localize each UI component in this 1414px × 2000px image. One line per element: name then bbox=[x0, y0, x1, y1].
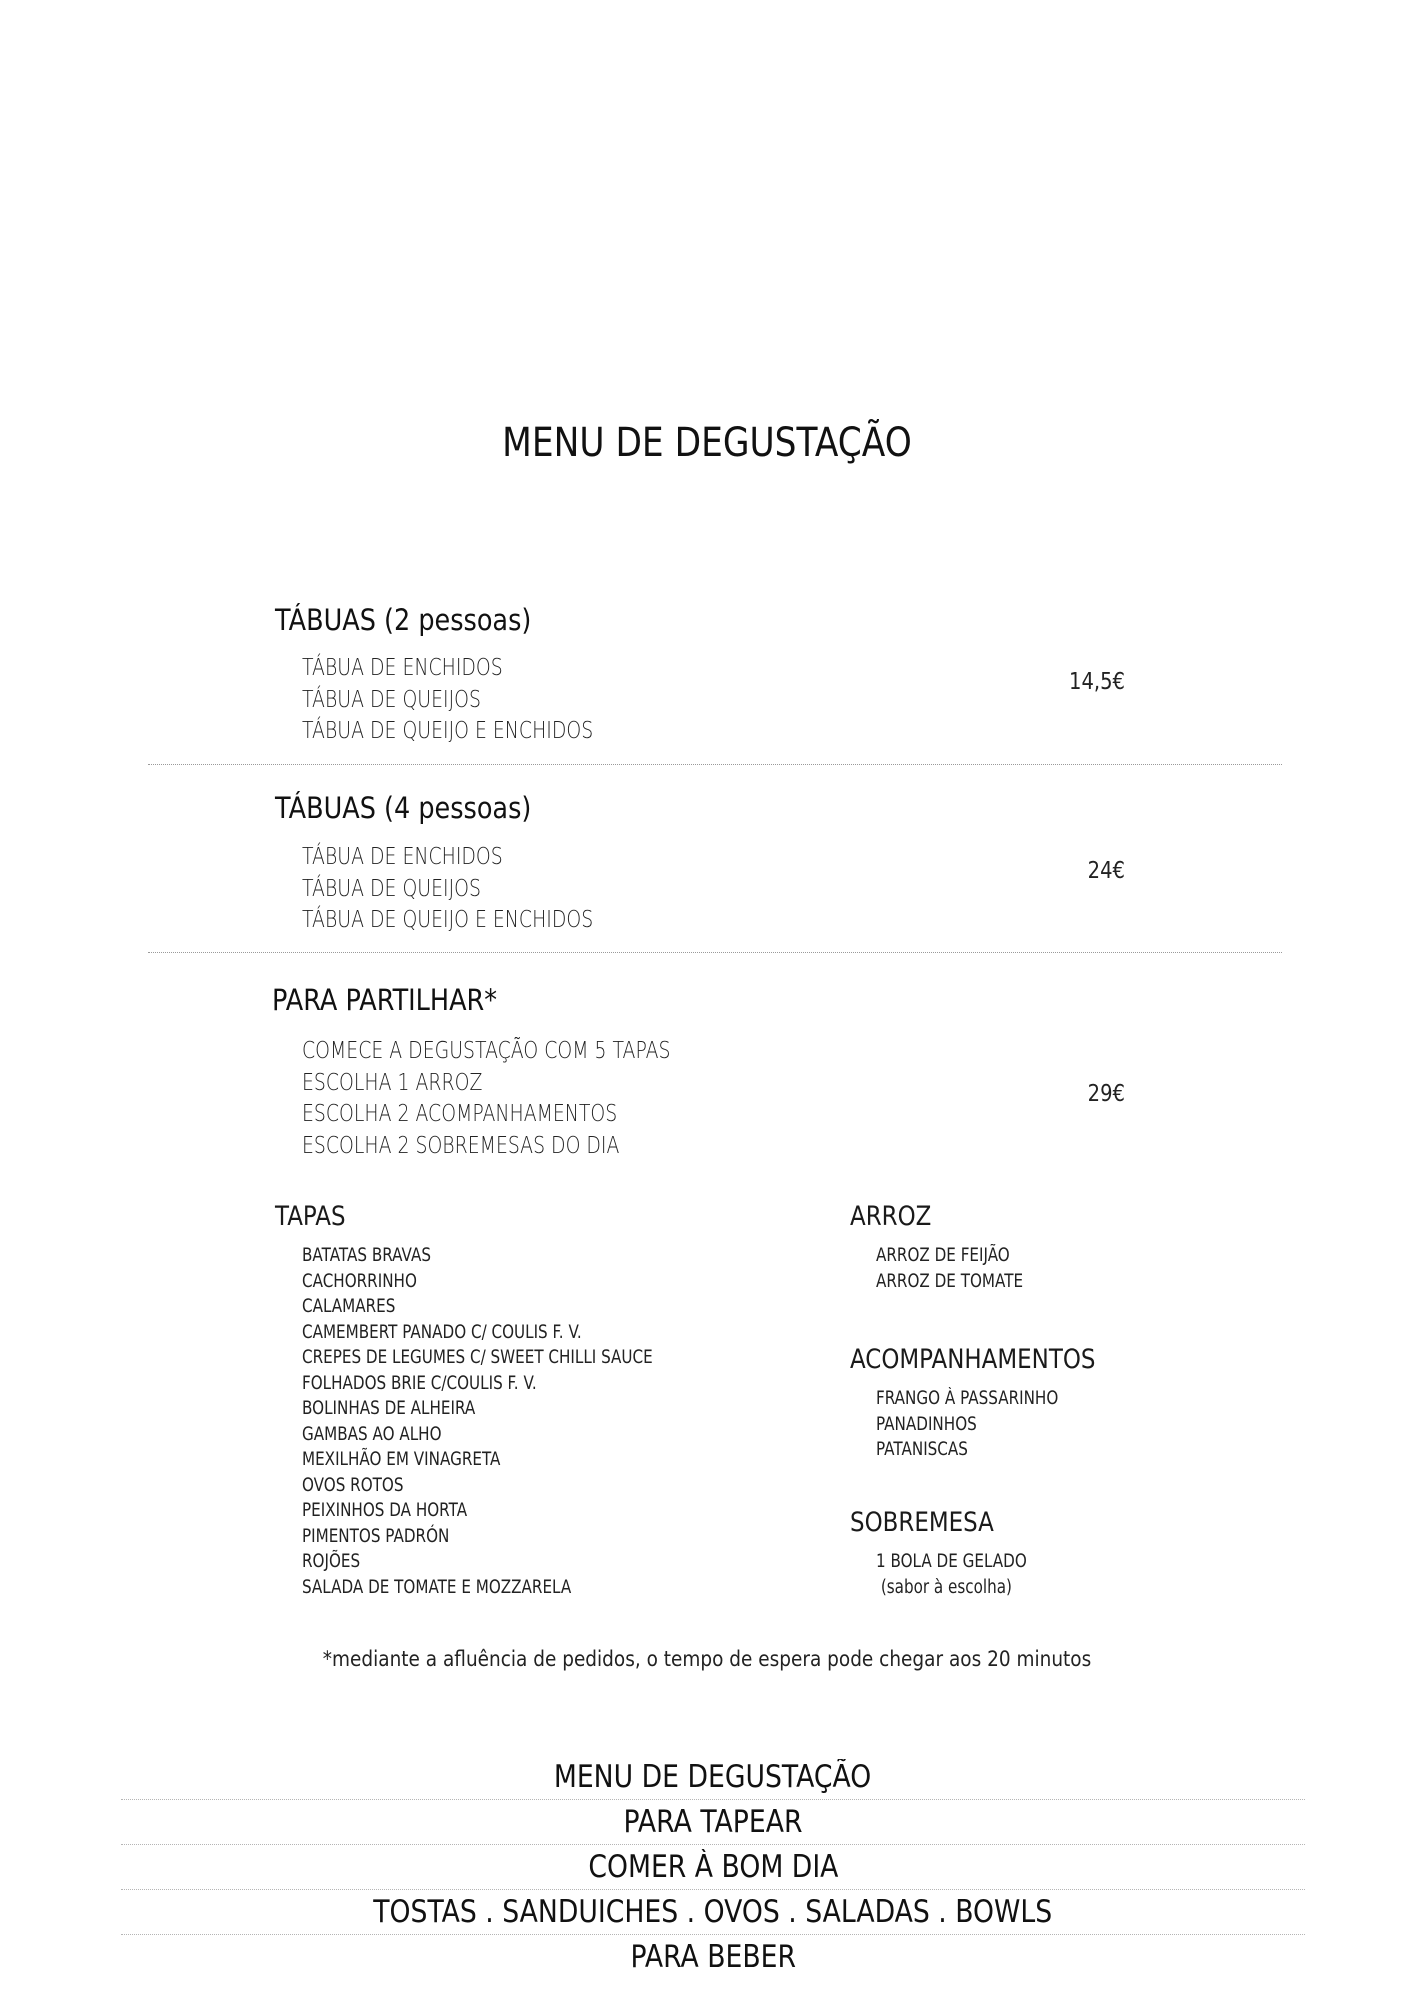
list-item: PIMENTOS PADRÓN bbox=[302, 1525, 450, 1547]
list-item: PATANISCAS bbox=[876, 1439, 968, 1460]
price-para-partilhar: 29€ bbox=[1087, 1081, 1125, 1107]
nav-link-label: PARA BEBER bbox=[630, 1939, 796, 1975]
acompanhamentos-title: ACOMPANHAMENTOS bbox=[850, 1344, 1096, 1375]
acompanhamentos-list bbox=[876, 1386, 1058, 1463]
section-title-tabuas-4: TÁBUAS (4 pessoas) bbox=[275, 791, 532, 825]
list-item: OVOS ROTOS bbox=[302, 1474, 404, 1496]
nav-link-para-beber[interactable] bbox=[121, 1935, 1305, 1979]
sobremesa-title: SOBREMESA bbox=[850, 1507, 994, 1538]
section-title-para-partilhar: PARA PARTILHAR* bbox=[272, 983, 498, 1017]
list-item: ESCOLHA 1 ARROZ bbox=[302, 1069, 483, 1096]
divider bbox=[148, 764, 1282, 765]
nav-link-tostas[interactable] bbox=[121, 1890, 1305, 1935]
tapas-title: TAPAS bbox=[275, 1201, 346, 1232]
arroz-title: ARROZ bbox=[850, 1201, 932, 1232]
section-items-tabuas-4 bbox=[302, 842, 593, 937]
nav-link-menu-degustacao[interactable] bbox=[121, 1755, 1305, 1800]
section-title-tabuas-2: TÁBUAS (2 pessoas) bbox=[275, 603, 532, 637]
list-item: TÁBUA DE QUEIJO E ENCHIDOS bbox=[302, 907, 594, 933]
list-item: BATATAS BRAVAS bbox=[302, 1245, 431, 1266]
list-item: CREPES DE LEGUMES C/ SWEET CHILLI SAUCE bbox=[302, 1347, 653, 1368]
footnote: *mediante a afluência de pedidos, o tempo de espera pode chegar aos 20 minutos bbox=[322, 1647, 1092, 1671]
list-item: TÁBUA DE ENCHIDOS bbox=[302, 655, 503, 681]
list-item: FRANGO À PASSARINHO bbox=[876, 1388, 1059, 1409]
price-tabuas-2: 14,5€ bbox=[1069, 669, 1125, 695]
section-items-para-partilhar bbox=[302, 1036, 671, 1162]
list-item: ESCOLHA 2 ACOMPANHAMENTOS bbox=[302, 1101, 618, 1127]
list-item: CACHORRINHO bbox=[302, 1270, 417, 1292]
list-item: COMECE A DEGUSTAÇÃO COM 5 TAPAS bbox=[302, 1038, 671, 1064]
list-item: (sabor à escolha) bbox=[876, 1576, 1012, 1598]
tapas-list bbox=[302, 1243, 653, 1600]
nav-link-comer-bom-dia[interactable] bbox=[121, 1845, 1305, 1890]
list-item: CAMEMBERT PANADO C/ COULIS F. V. bbox=[302, 1321, 582, 1343]
list-item: 1 BOLA DE GELADO bbox=[876, 1551, 1027, 1572]
nav-link-para-tapear[interactable] bbox=[121, 1800, 1305, 1845]
nav-link-label: PARA TAPEAR bbox=[623, 1804, 803, 1840]
list-item: CALAMARES bbox=[302, 1296, 396, 1317]
list-item: ARROZ DE FEIJÃO bbox=[876, 1245, 1010, 1266]
list-item: BOLINHAS DE ALHEIRA bbox=[302, 1398, 476, 1419]
list-item: SALADA DE TOMATE E MOZZARELA bbox=[302, 1576, 572, 1598]
price-tabuas-4: 24€ bbox=[1087, 858, 1125, 884]
menu-navigation bbox=[121, 1755, 1305, 1979]
nav-link-label: TOSTAS . SANDUICHES . OVOS . SALADAS . BOWLS bbox=[373, 1894, 1053, 1930]
divider bbox=[148, 952, 1282, 953]
list-item: GAMBAS AO ALHO bbox=[302, 1423, 442, 1445]
list-item: TÁBUA DE QUEIJOS bbox=[302, 875, 481, 902]
sobremesa-list bbox=[876, 1549, 1027, 1600]
page-title: MENU DE DEGUSTAÇÃO bbox=[502, 420, 912, 466]
list-item: TÁBUA DE QUEIJOS bbox=[302, 686, 481, 713]
list-item: ARROZ DE TOMATE bbox=[876, 1270, 1024, 1292]
list-item: MEXILHÃO EM VINAGRETA bbox=[302, 1449, 501, 1470]
list-item: PANADINHOS bbox=[876, 1413, 977, 1435]
nav-link-label: COMER À BOM DIA bbox=[587, 1849, 839, 1885]
list-item: TÁBUA DE ENCHIDOS bbox=[302, 844, 503, 870]
arroz-list bbox=[876, 1243, 1023, 1294]
list-item: ESCOLHA 2 SOBREMESAS DO DIA bbox=[302, 1132, 620, 1159]
list-item: TÁBUA DE QUEIJO E ENCHIDOS bbox=[302, 718, 594, 744]
section-items-tabuas-2 bbox=[302, 653, 593, 748]
list-item: ROJÕES bbox=[302, 1551, 361, 1572]
list-item: FOLHADOS BRIE C/COULIS F. V. bbox=[302, 1372, 537, 1394]
list-item: PEIXINHOS DA HORTA bbox=[302, 1500, 468, 1521]
nav-link-label: MENU DE DEGUSTAÇÃO bbox=[554, 1759, 872, 1795]
